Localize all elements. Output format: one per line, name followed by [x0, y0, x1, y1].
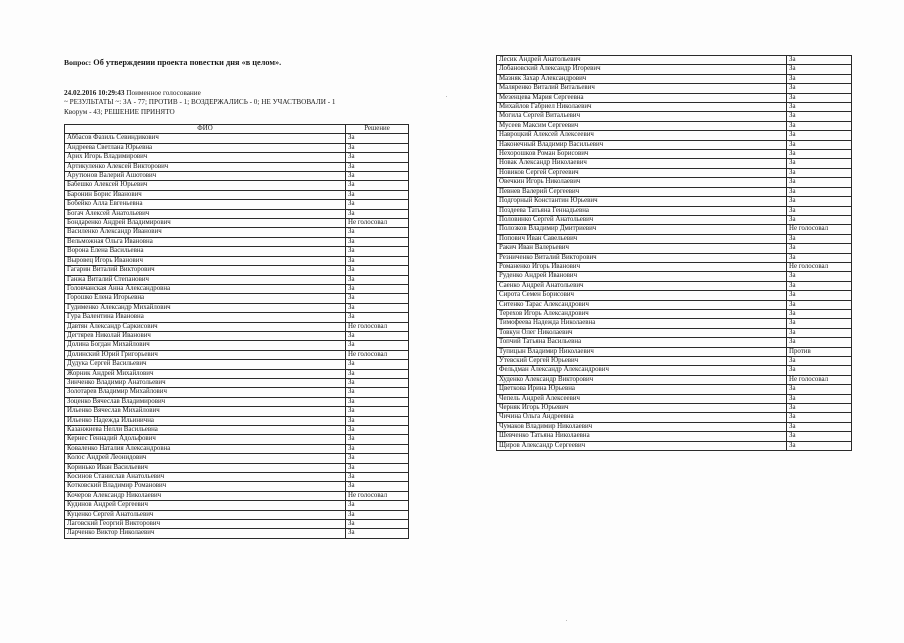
deputy-name: Бондаренко Андрей Владимирович [65, 219, 346, 228]
table-row [497, 413, 852, 422]
table-row [497, 338, 852, 347]
vote-decision: За [787, 187, 852, 196]
deputy-name: Мазняк Захар Александрович [497, 74, 787, 83]
header-decision: Решение [346, 125, 409, 134]
table-row [497, 328, 852, 337]
table-row [65, 454, 409, 463]
question-label: Вопрос: [64, 58, 92, 67]
table-row [497, 234, 852, 243]
table-row [497, 159, 852, 168]
table-row [497, 84, 852, 93]
deputy-name: Чичина Ольга Андреевна [497, 413, 787, 422]
vote-decision: Против [787, 347, 852, 356]
vote-decision: За [346, 444, 409, 453]
vote-decision: За [346, 416, 409, 425]
deputy-name: Долинский Юрий Григорьевич [65, 350, 346, 359]
table-row [497, 197, 852, 206]
table-row [65, 463, 409, 472]
deputy-name: Дудука Сергей Васильевич [65, 360, 346, 369]
vote-decision: За [787, 309, 852, 318]
vote-decision: За [787, 394, 852, 403]
table-row [65, 350, 409, 359]
deputy-name: Могила Сергей Витальевич [497, 112, 787, 121]
vote-header-line [64, 89, 336, 98]
deputy-name: Колос Андрей Леонидович [65, 454, 346, 463]
deputy-name: Аббасов Фазиль Севиндикович [65, 134, 346, 143]
deputy-name: Овечкин Игорь Николаевич [497, 178, 787, 187]
vote-decision: За [346, 463, 409, 472]
deputy-name: Тупицын Владимир Николаевич [497, 347, 787, 356]
vote-decision: За [787, 74, 852, 83]
table-row [497, 441, 852, 450]
table-row [497, 65, 852, 74]
table-row [497, 112, 852, 121]
vote-decision: За [787, 413, 852, 422]
votes-table-left [64, 124, 409, 539]
table-row [65, 190, 409, 199]
table-row [497, 422, 852, 431]
vote-decision: За [787, 197, 852, 206]
vote-decision: Не голосовал [346, 491, 409, 500]
vote-decision: За [346, 510, 409, 519]
deputy-name: Навроцкий Алексей Алексеевич [497, 131, 787, 140]
deputy-name: Сирота Семен Борисович [497, 291, 787, 300]
table-row [65, 529, 409, 538]
table-row [497, 225, 852, 234]
table-row [65, 266, 409, 275]
deputy-name: Давтян Александр Саркисович [65, 322, 346, 331]
deputy-name: Арих Игорь Владимирович [65, 153, 346, 162]
deputy-name: Золотарев Владимир Михайлович [65, 388, 346, 397]
vote-meta [64, 89, 336, 117]
deputy-name: Певнев Валерий Сергеевич [497, 187, 787, 196]
scan-speck [446, 96, 447, 97]
table-row [65, 313, 409, 322]
vote-decision: За [346, 501, 409, 510]
deputy-name: Чепель Андрей Алексеевич [497, 394, 787, 403]
vote-decision: За [787, 206, 852, 215]
table-row [497, 215, 852, 224]
deputy-name: Горошко Елена Игорьевна [65, 294, 346, 303]
vote-decision: За [346, 341, 409, 350]
deputy-name: Попович Иван Савельевич [497, 234, 787, 243]
table-row [65, 284, 409, 293]
table-row [65, 303, 409, 312]
deputy-name: Подгорный Константин Юрьевич [497, 197, 787, 206]
table-row [497, 309, 852, 318]
vote-decision: Не голосовал [346, 350, 409, 359]
deputy-name: Гура Валентина Ивановна [65, 313, 346, 322]
table-row [65, 341, 409, 350]
vote-decision: За [787, 272, 852, 281]
table-row [65, 378, 409, 387]
deputy-name: Бобейко Алла Евгеньевна [65, 200, 346, 209]
deputy-name: Утевский Сергей Юрьевич [497, 357, 787, 366]
table-row [497, 375, 852, 384]
vote-decision: За [346, 190, 409, 199]
vote-decision: За [346, 181, 409, 190]
deputy-name: Кочеров Александр Николаевич [65, 491, 346, 500]
table-row [497, 56, 852, 65]
deputy-name: Полозков Владимир Дмитриевич [497, 225, 787, 234]
vote-decision: За [346, 209, 409, 218]
table-row [497, 103, 852, 112]
vote-decision: За [346, 331, 409, 340]
table-row [497, 347, 852, 356]
vote-decision: За [346, 237, 409, 246]
vote-decision: За [346, 360, 409, 369]
deputy-name: Зинченко Владимир Анатольевич [65, 378, 346, 387]
table-row [497, 366, 852, 375]
table-row [65, 181, 409, 190]
table-row [497, 319, 852, 328]
deputy-name: Новак Александр Николаевич [497, 159, 787, 168]
vote-decision: За [346, 256, 409, 265]
deputy-name: Ильенко Надежда Ильинична [65, 416, 346, 425]
vote-decision: За [787, 84, 852, 93]
vote-decision: За [346, 247, 409, 256]
deputy-name: Богач Алексей Анатольевич [65, 209, 346, 218]
vote-decision: За [787, 112, 852, 121]
vote-decision: Не голосовал [787, 225, 852, 234]
vote-decision: Не голосовал [346, 219, 409, 228]
table-row [65, 397, 409, 406]
deputy-name: Жорник Андрей Михайлович [65, 369, 346, 378]
question-text: Об утверждении проекта повестки дня «в целом». [93, 58, 282, 67]
vote-timestamp: 24.02.2016 10:29:43 [64, 89, 125, 97]
deputy-name: Артикуленко Алексей Викторович [65, 162, 346, 171]
vote-decision: Не голосовал [787, 375, 852, 384]
vote-decision: За [346, 426, 409, 435]
vote-decision: Не голосовал [787, 262, 852, 271]
vote-decision: За [787, 103, 852, 112]
table-row [497, 291, 852, 300]
vote-decision: За [787, 385, 852, 394]
table-row [65, 407, 409, 416]
deputy-name: Руденко Андрей Иванович [497, 272, 787, 281]
vote-decision: За [787, 291, 852, 300]
deputy-name: Щиров Александр Сергеевич [497, 441, 787, 450]
table-row [497, 432, 852, 441]
vote-decision: За [346, 275, 409, 284]
table-row [65, 435, 409, 444]
scan-speck [566, 620, 567, 621]
table-row [65, 501, 409, 510]
table-row [65, 416, 409, 425]
table-row [497, 404, 852, 413]
deputy-name: Поздеева Татьяна Геннадьевна [497, 206, 787, 215]
deputy-name: Андреева Светлана Юрьевна [65, 143, 346, 152]
deputy-name: Мезенцева Мария Сергеевна [497, 93, 787, 102]
votes-table-left-body [65, 134, 409, 538]
table-row [497, 300, 852, 309]
vote-decision: За [346, 407, 409, 416]
table-row [65, 510, 409, 519]
deputy-name: Товкун Олег Николаевич [497, 328, 787, 337]
table-row [497, 140, 852, 149]
vote-decision: За [787, 441, 852, 450]
table-row [497, 394, 852, 403]
deputy-name: Топчий Татьяна Васильевна [497, 338, 787, 347]
vote-decision: За [787, 432, 852, 441]
vote-decision: За [787, 366, 852, 375]
deputy-name: Ситенко Тарас Александрович [497, 300, 787, 309]
table-row [65, 482, 409, 491]
table-row [65, 209, 409, 218]
vote-decision: За [346, 284, 409, 293]
vote-decision: За [787, 319, 852, 328]
header-name: ФИО [65, 125, 346, 134]
deputy-name: Ракич Иван Валерьевич [497, 244, 787, 253]
vote-decision: За [787, 215, 852, 224]
vote-decision: За [346, 294, 409, 303]
deputy-name: Бабешко Алексей Юрьевич [65, 181, 346, 190]
table-row [65, 331, 409, 340]
deputy-name: Лаговский Георгий Викторович [65, 520, 346, 529]
table-row [65, 247, 409, 256]
table-row [65, 162, 409, 171]
deputy-name: Кернес Геннадий Адольфович [65, 435, 346, 444]
vote-decision: За [787, 178, 852, 187]
table-row [65, 172, 409, 181]
vote-decision: За [787, 244, 852, 253]
deputy-name: Котковский Владимир Романович [65, 482, 346, 491]
table-header-row [65, 125, 409, 134]
vote-decision: За [787, 93, 852, 102]
table-row [65, 369, 409, 378]
vote-decision: За [346, 520, 409, 529]
deputy-name: Половинко Сергей Анатольевич [497, 215, 787, 224]
table-row [65, 228, 409, 237]
table-row [497, 357, 852, 366]
deputy-name: Коринько Иван Васильевич [65, 463, 346, 472]
deputy-name: Худенко Александр Викторович [497, 375, 787, 384]
vote-decision: За [346, 313, 409, 322]
deputy-name: Выровец Игорь Иванович [65, 256, 346, 265]
deputy-name: Ильенко Вячеслав Михайлович [65, 407, 346, 416]
deputy-name: Терехов Игорь Александрович [497, 309, 787, 318]
deputy-name: Гагарин Виталий Викторович [65, 266, 346, 275]
deputy-name: Михайлов Габриел Николаевич [497, 103, 787, 112]
table-row [65, 219, 409, 228]
deputy-name: Кудинов Андрей Сергеевич [65, 501, 346, 510]
deputy-name: Куценко Сергей Анатольевич [65, 510, 346, 519]
deputy-name: Новиков Сергей Сергеевич [497, 168, 787, 177]
vote-decision: За [787, 422, 852, 431]
vote-decision: За [346, 482, 409, 491]
table-row [497, 168, 852, 177]
deputy-name: Черняк Игорь Юрьевич [497, 404, 787, 413]
vote-decision: За [346, 172, 409, 181]
table-row [65, 444, 409, 453]
vote-decision: Не голосовал [346, 322, 409, 331]
deputy-name: Долина Богдан Михайлович [65, 341, 346, 350]
vote-decision: За [346, 435, 409, 444]
deputy-name: Лобановский Александр Игоревич [497, 65, 787, 74]
vote-decision: За [787, 404, 852, 413]
table-row [497, 131, 852, 140]
deputy-name: Ларченко Виктор Николаевич [65, 529, 346, 538]
table-row [497, 187, 852, 196]
vote-decision: За [787, 234, 852, 243]
table-row [497, 281, 852, 290]
vote-decision: За [346, 153, 409, 162]
table-row [65, 388, 409, 397]
vote-decision: За [787, 357, 852, 366]
deputy-name: Гудименко Александр Михайлович [65, 303, 346, 312]
vote-decision: За [346, 162, 409, 171]
table-row [65, 473, 409, 482]
table-row [497, 385, 852, 394]
vote-decision: За [346, 303, 409, 312]
table-row [65, 256, 409, 265]
table-row [65, 322, 409, 331]
question-heading [64, 58, 281, 67]
deputy-name: Цветкова Ирина Юрьевна [497, 385, 787, 394]
vote-decision: За [787, 328, 852, 337]
votes-table-right-body [497, 56, 852, 451]
deputy-name: Резниченко Виталий Викторович [497, 253, 787, 262]
vote-decision: За [787, 253, 852, 262]
vote-decision: За [787, 168, 852, 177]
table-row [65, 491, 409, 500]
table-row [65, 200, 409, 209]
deputy-name: Маляренко Виталий Витальевич [497, 84, 787, 93]
vote-decision: За [346, 266, 409, 275]
deputy-name: Тимофеева Надежда Николаевна [497, 319, 787, 328]
vote-decision: За [346, 378, 409, 387]
deputy-name: Мусеев Максим Сергеевич [497, 121, 787, 130]
deputy-name: Арутюнов Валерий Ашотович [65, 172, 346, 181]
vote-decision: За [346, 228, 409, 237]
table-row [65, 426, 409, 435]
table-row [65, 360, 409, 369]
table-row [497, 253, 852, 262]
deputy-name: Коваленко Наталия Александровна [65, 444, 346, 453]
vote-decision: За [787, 300, 852, 309]
table-row [497, 74, 852, 83]
table-row [65, 143, 409, 152]
table-row [497, 121, 852, 130]
deputy-name: Вельможная Ольга Ивановна [65, 237, 346, 246]
vote-decision: За [346, 369, 409, 378]
deputy-name: Казанжиева Нелли Васильевна [65, 426, 346, 435]
table-row [497, 150, 852, 159]
deputy-name: Василенко Александр Иванович [65, 228, 346, 237]
table-row [65, 237, 409, 246]
vote-decision: За [787, 131, 852, 140]
vote-results-line: ~ РЕЗУЛЬТАТЫ ~: ЗА - 77; ПРОТИВ - 1; ВОЗДЕРЖАЛИСЬ - 0; НЕ УЧАСТВОВАЛИ - 1 [64, 98, 336, 107]
deputy-name: Чумаков Владимир Николаевич [497, 422, 787, 431]
deputy-name: Романенко Игорь Иванович [497, 262, 787, 271]
deputy-name: Фельдман Александр Александрович [497, 366, 787, 375]
table-row [497, 93, 852, 102]
vote-decision: За [346, 134, 409, 143]
deputy-name: Ворона Елена Васильевна [65, 247, 346, 256]
vote-decision: За [787, 159, 852, 168]
table-row [65, 275, 409, 284]
deputy-name: Головчанская Анна Александровна [65, 284, 346, 293]
deputy-name: Наконечный Владимир Васильевич [497, 140, 787, 149]
deputy-name: Ганжа Виталий Степанович [65, 275, 346, 284]
deputy-name: Косинов Станислав Анатольевич [65, 473, 346, 482]
table-row [497, 262, 852, 271]
deputy-name: Нехорошков Роман Борисович [497, 150, 787, 159]
vote-decision: За [346, 143, 409, 152]
vote-decision: За [787, 121, 852, 130]
table-row [65, 294, 409, 303]
vote-quorum-line: Кворум - 43; РЕШЕНИЕ ПРИНЯТО [64, 107, 175, 116]
vote-decision: За [787, 65, 852, 74]
table-row [497, 178, 852, 187]
table-row [65, 134, 409, 143]
deputy-name: Дегтярев Николай Иванович [65, 331, 346, 340]
vote-decision: За [346, 397, 409, 406]
deputy-name: Зоценко Вячеслав Владимирович [65, 397, 346, 406]
vote-decision: За [787, 281, 852, 290]
vote-decision: За [346, 388, 409, 397]
deputy-name: Шевченко Татьяна Николаевна [497, 432, 787, 441]
deputy-name: Саенко Андрей Анатольевич [497, 281, 787, 290]
table-row [497, 272, 852, 281]
deputy-name: Лесик Андрей Анатольевич [497, 56, 787, 65]
vote-decision: За [787, 140, 852, 149]
vote-decision: За [787, 56, 852, 65]
vote-decision: За [346, 200, 409, 209]
table-row [497, 206, 852, 215]
votes-table-right [496, 55, 852, 451]
vote-decision: За [346, 473, 409, 482]
vote-decision: За [787, 338, 852, 347]
table-row [65, 153, 409, 162]
table-row [497, 244, 852, 253]
vote-decision: За [346, 454, 409, 463]
vote-type: Поименное голосование [126, 89, 201, 97]
vote-decision: За [787, 150, 852, 159]
deputy-name: Баронин Борис Иванович [65, 190, 346, 199]
table-row [65, 520, 409, 529]
vote-decision: За [346, 529, 409, 538]
